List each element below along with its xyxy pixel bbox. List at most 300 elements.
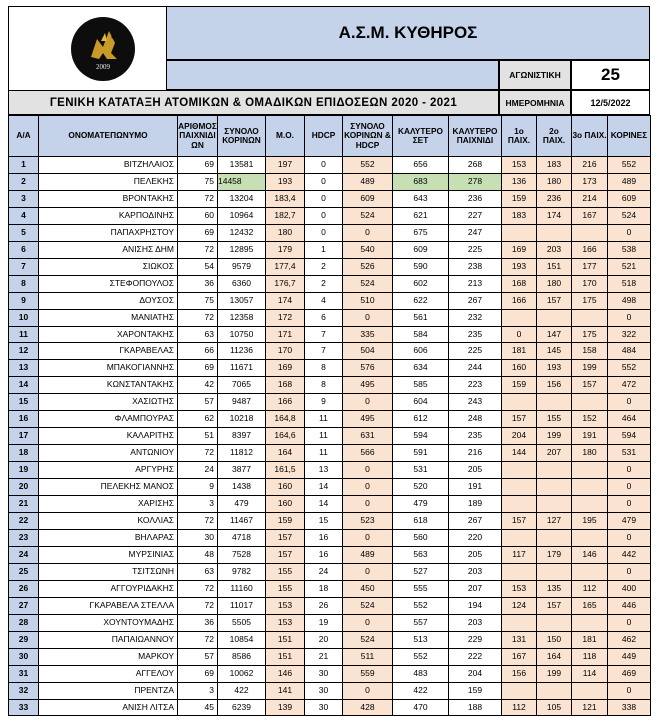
cell-game-2 (537, 224, 572, 241)
cell-best-set: 618 (393, 513, 449, 530)
cell-aa: 9 (9, 292, 39, 309)
table-row (9, 377, 651, 394)
cell-games: 30 (178, 529, 218, 546)
cell-game-2: 199 (537, 665, 572, 682)
cell-name: ΒΙΤΖΗΛΑΙΟΣ (39, 157, 178, 174)
club-title: Α.Σ.Μ. ΚΥΘΗΡΟΣ (166, 6, 650, 60)
cell-total-pins: 10964 (218, 207, 266, 224)
table-row (9, 614, 651, 631)
cell-average: 183,4 (266, 190, 305, 207)
cell-average: 170 (266, 343, 305, 360)
cell-game-1: 167 (502, 648, 537, 665)
table-row (9, 309, 651, 326)
cell-game-3: 158 (572, 343, 608, 360)
table-row (9, 157, 651, 174)
cell-game-1: 166 (502, 292, 537, 309)
cell-total-hdcp: 428 (343, 699, 393, 716)
cell-best-game: 232 (449, 309, 502, 326)
cell-total-hdcp: 524 (343, 597, 393, 614)
cell-game-3: 180 (572, 445, 608, 462)
cell-game-3: 114 (572, 665, 608, 682)
cell-game-1: 159 (502, 377, 537, 394)
cell-games: 75 (178, 173, 218, 190)
cell-games: 3 (178, 682, 218, 699)
cell-pins: 479 (608, 513, 651, 530)
cell-total-hdcp: 495 (343, 377, 393, 394)
table-row (9, 631, 651, 648)
cell-total-hdcp: 0 (343, 394, 393, 411)
cell-hdcp: 13 (305, 462, 343, 479)
cell-average: 176,7 (266, 275, 305, 292)
cell-total-hdcp: 524 (343, 207, 393, 224)
cell-pins: 489 (608, 173, 651, 190)
cell-best-game: 207 (449, 580, 502, 597)
col-header-best-set: ΚΑΛΥΤΕΡΟ ΣΕΤ (393, 116, 449, 157)
cell-game-2: 157 (537, 597, 572, 614)
table-row (9, 428, 651, 445)
cell-game-3: 173 (572, 173, 608, 190)
cell-hdcp: 0 (305, 224, 343, 241)
cell-games: 75 (178, 292, 218, 309)
cell-total-pins: 13581 (218, 157, 266, 174)
cell-games: 3 (178, 496, 218, 513)
cell-total-hdcp: 524 (343, 631, 393, 648)
cell-name: ΑΝΙΣΗ ΛΙΤΣΑ (39, 699, 178, 716)
cell-best-game: 268 (449, 157, 502, 174)
cell-best-set: 470 (393, 699, 449, 716)
cell-game-3: 216 (572, 157, 608, 174)
cell-average: 157 (266, 546, 305, 563)
cell-best-game: 203 (449, 614, 502, 631)
cell-average: 179 (266, 241, 305, 258)
cell-name: ΠΡΕΝΤΖΑ (39, 682, 178, 699)
cell-best-game: 223 (449, 377, 502, 394)
cell-best-set: 675 (393, 224, 449, 241)
cell-hdcp: 1 (305, 241, 343, 258)
col-header-aa: Α/Α (9, 116, 39, 157)
cell-game-3 (572, 309, 608, 326)
cell-hdcp: 20 (305, 631, 343, 648)
cell-aa: 24 (9, 546, 39, 563)
table-row (9, 411, 651, 428)
cell-best-set: 584 (393, 326, 449, 343)
table-row (9, 258, 651, 275)
cell-aa: 12 (9, 343, 39, 360)
cell-best-set: 555 (393, 580, 449, 597)
table-row (9, 326, 651, 343)
cell-best-game: 227 (449, 207, 502, 224)
cell-total-hdcp: 450 (343, 580, 393, 597)
col-header-average: Μ.Ο. (266, 116, 305, 157)
cell-games: 54 (178, 258, 218, 275)
cell-name: ΠΕΛΕΚΗΣ ΜΑΝΟΣ (39, 479, 178, 496)
cell-total-hdcp: 0 (343, 563, 393, 580)
cell-name: ΠΑΠΑΙΩΑΝΝΟΥ (39, 631, 178, 648)
cell-best-set: 590 (393, 258, 449, 275)
table-row (9, 394, 651, 411)
cell-game-3: 167 (572, 207, 608, 224)
cell-games: 48 (178, 546, 218, 563)
cell-game-1: 136 (502, 173, 537, 190)
cell-total-hdcp: 510 (343, 292, 393, 309)
table-row (9, 224, 651, 241)
cell-hdcp: 2 (305, 275, 343, 292)
cell-pins: 400 (608, 580, 651, 597)
cell-games: 57 (178, 394, 218, 411)
cell-game-3 (572, 394, 608, 411)
cell-aa: 30 (9, 648, 39, 665)
cell-name: ΓΚΑΡΑΒΕΛΑ ΣΤΕΛΛΑ (39, 597, 178, 614)
cell-game-1: 157 (502, 411, 537, 428)
cell-hdcp: 6 (305, 309, 343, 326)
cell-hdcp: 8 (305, 360, 343, 377)
cell-pins: 531 (608, 445, 651, 462)
cell-best-game: 278 (449, 173, 502, 190)
cell-total-pins: 4718 (218, 529, 266, 546)
cell-name: ΠΕΛΕΚΗΣ (39, 173, 178, 190)
cell-game-2 (537, 309, 572, 326)
cell-game-1 (502, 563, 537, 580)
cell-game-2: 155 (537, 411, 572, 428)
cell-total-pins: 12895 (218, 241, 266, 258)
cell-total-hdcp: 631 (343, 428, 393, 445)
cell-aa: 28 (9, 614, 39, 631)
cell-games: 66 (178, 343, 218, 360)
table-header (9, 116, 651, 157)
cell-game-3 (572, 529, 608, 546)
club-logo (71, 17, 135, 81)
cell-game-3: 146 (572, 546, 608, 563)
cell-total-pins: 11812 (218, 445, 266, 462)
cell-name: ΜΠΑΚΟΓΙΑΝΝΗΣ (39, 360, 178, 377)
cell-game-1 (502, 614, 537, 631)
cell-game-2: 150 (537, 631, 572, 648)
cell-total-hdcp: 489 (343, 546, 393, 563)
col-header-name: ΟΝΟΜΑΤΕΠΩΝΥΜΟ (39, 116, 178, 157)
cell-total-pins: 7528 (218, 546, 266, 563)
cell-best-game: 238 (449, 258, 502, 275)
table-row (9, 173, 651, 190)
cell-best-game: 235 (449, 326, 502, 343)
cell-average: 177,4 (266, 258, 305, 275)
table-row (9, 563, 651, 580)
table-row (9, 496, 651, 513)
cell-best-set: 609 (393, 241, 449, 258)
cell-best-set: 563 (393, 546, 449, 563)
cell-pins: 609 (608, 190, 651, 207)
cell-average: 172 (266, 309, 305, 326)
col-header-game-3: 3ο ΠΑΙΧ. (572, 116, 608, 157)
cell-hdcp: 0 (305, 207, 343, 224)
cell-game-2: 203 (537, 241, 572, 258)
table-row (9, 445, 651, 462)
cell-total-hdcp: 0 (343, 614, 393, 631)
cell-name: ΧΑΡΟΝΤΑΚΗΣ (39, 326, 178, 343)
cell-average: 197 (266, 157, 305, 174)
cell-games: 69 (178, 665, 218, 682)
cell-pins: 0 (608, 309, 651, 326)
cell-total-pins: 9487 (218, 394, 266, 411)
cell-hdcp: 0 (305, 173, 343, 190)
cell-pins: 521 (608, 258, 651, 275)
cell-best-set: 527 (393, 563, 449, 580)
cell-name: ΒΗΛΑΡΑΣ (39, 529, 178, 546)
agonistiki-label: ΑΓΩΝΙΣΤΙΚΗ (499, 60, 571, 90)
cell-games: 72 (178, 597, 218, 614)
cell-average: 182,7 (266, 207, 305, 224)
cell-best-game: 194 (449, 597, 502, 614)
cell-name: ΜΑΡΚΟΥ (39, 648, 178, 665)
cell-aa: 16 (9, 411, 39, 428)
cell-pins: 552 (608, 360, 651, 377)
cell-total-pins: 9782 (218, 563, 266, 580)
col-header-pins: ΚΟΡΙΝΕΣ (608, 116, 651, 157)
cell-total-hdcp: 0 (343, 309, 393, 326)
cell-name: ΦΛΑΜΠΟΥΡΑΣ (39, 411, 178, 428)
cell-aa: 31 (9, 665, 39, 682)
cell-game-1 (502, 529, 537, 546)
cell-game-2: 157 (537, 292, 572, 309)
cell-game-3: 195 (572, 513, 608, 530)
cell-game-2 (537, 496, 572, 513)
cell-pins: 0 (608, 224, 651, 241)
cell-games: 36 (178, 614, 218, 631)
cell-game-2 (537, 529, 572, 546)
cell-best-set: 520 (393, 479, 449, 496)
cell-pins: 462 (608, 631, 651, 648)
table-row (9, 580, 651, 597)
cell-best-set: 622 (393, 292, 449, 309)
cell-average: 180 (266, 224, 305, 241)
cell-total-pins: 10854 (218, 631, 266, 648)
cell-name: ΓΚΑΡΑΒΕΛΑΣ (39, 343, 178, 360)
cell-best-game: 244 (449, 360, 502, 377)
cell-game-1 (502, 682, 537, 699)
cell-game-1 (502, 462, 537, 479)
cell-aa: 14 (9, 377, 39, 394)
cell-game-1: 160 (502, 360, 537, 377)
cell-game-1: 153 (502, 157, 537, 174)
header-blank-band (166, 60, 499, 90)
cell-average: 153 (266, 597, 305, 614)
cell-hdcp: 15 (305, 513, 343, 530)
cell-name: ΑΓΓΕΛΟΥ (39, 665, 178, 682)
cell-pins: 338 (608, 699, 651, 716)
cell-total-pins: 14458 (218, 173, 266, 190)
cell-games: 72 (178, 241, 218, 258)
cell-best-set: 604 (393, 394, 449, 411)
cell-games: 69 (178, 360, 218, 377)
col-header-game-1: 1ο ΠΑΙΧ. (502, 116, 537, 157)
cell-pins: 538 (608, 241, 651, 258)
table-row (9, 190, 651, 207)
cell-pins: 0 (608, 394, 651, 411)
cell-best-set: 585 (393, 377, 449, 394)
cell-pins: 469 (608, 665, 651, 682)
cell-pins: 0 (608, 496, 651, 513)
cell-aa: 22 (9, 513, 39, 530)
cell-game-1: 169 (502, 241, 537, 258)
cell-games: 72 (178, 513, 218, 530)
cell-game-1: 124 (502, 597, 537, 614)
cell-average: 174 (266, 292, 305, 309)
cell-aa: 21 (9, 496, 39, 513)
cell-total-hdcp: 0 (343, 682, 393, 699)
cell-game-3: 165 (572, 597, 608, 614)
cell-game-2: 147 (537, 326, 572, 343)
cell-hdcp: 7 (305, 343, 343, 360)
cell-pins: 498 (608, 292, 651, 309)
cell-game-3: 166 (572, 241, 608, 258)
cell-name: ΚΑΛΑΡΙΤΗΣ (39, 428, 178, 445)
cell-total-hdcp: 0 (343, 496, 393, 513)
cell-hdcp: 8 (305, 377, 343, 394)
cell-hdcp: 19 (305, 614, 343, 631)
cell-name: ΚΩΝΣΤΑΝΤΑΚΗΣ (39, 377, 178, 394)
cell-game-2: 135 (537, 580, 572, 597)
cell-total-pins: 7065 (218, 377, 266, 394)
cell-pins: 524 (608, 207, 651, 224)
cell-games: 72 (178, 309, 218, 326)
cell-name: ΚΟΛΛΙΑΣ (39, 513, 178, 530)
cell-name: ΧΑΡΙΣΗΣ (39, 496, 178, 513)
cell-aa: 25 (9, 563, 39, 580)
cell-games: 72 (178, 445, 218, 462)
table-row (9, 513, 651, 530)
table-body (9, 157, 651, 716)
cell-pins: 464 (608, 411, 651, 428)
cell-game-3: 214 (572, 190, 608, 207)
cell-best-set: 591 (393, 445, 449, 462)
cell-name: ΑΝΤΩΝΙΟΥ (39, 445, 178, 462)
cell-name: ΣΙΩΚΟΣ (39, 258, 178, 275)
table-row (9, 648, 651, 665)
cell-game-2 (537, 614, 572, 631)
cell-total-hdcp: 489 (343, 173, 393, 190)
table-row (9, 682, 651, 699)
cell-game-2 (537, 563, 572, 580)
cell-game-2: 207 (537, 445, 572, 462)
cell-games: 36 (178, 275, 218, 292)
cell-total-hdcp: 0 (343, 224, 393, 241)
cell-aa: 2 (9, 173, 39, 190)
cell-average: 160 (266, 496, 305, 513)
cell-total-hdcp: 526 (343, 258, 393, 275)
cell-best-game: 236 (449, 190, 502, 207)
cell-game-1: 117 (502, 546, 537, 563)
cell-total-pins: 13204 (218, 190, 266, 207)
cell-best-set: 606 (393, 343, 449, 360)
table-row (9, 241, 651, 258)
cell-pins: 484 (608, 343, 651, 360)
cell-average: 159 (266, 513, 305, 530)
cell-hdcp: 4 (305, 292, 343, 309)
cell-total-hdcp: 559 (343, 665, 393, 682)
cell-pins: 594 (608, 428, 651, 445)
cell-game-3: 175 (572, 326, 608, 343)
col-header-total-hdcp: ΣΥΝΟΛΟ ΚΟΡΙΝΩΝ & HDCP (343, 116, 393, 157)
cell-total-hdcp: 0 (343, 479, 393, 496)
cell-average: 157 (266, 529, 305, 546)
cell-game-2: 174 (537, 207, 572, 224)
cell-hdcp: 9 (305, 394, 343, 411)
cell-best-game: 267 (449, 513, 502, 530)
cell-pins: 322 (608, 326, 651, 343)
cell-game-1: 0 (502, 326, 537, 343)
cell-game-3: 199 (572, 360, 608, 377)
cell-name: ΑΡΓΥΡΗΣ (39, 462, 178, 479)
cell-aa: 4 (9, 207, 39, 224)
table-row (9, 360, 651, 377)
cell-aa: 29 (9, 631, 39, 648)
cell-best-set: 634 (393, 360, 449, 377)
cell-name: ΜΑΝΙΑΤΗΣ (39, 309, 178, 326)
cell-aa: 17 (9, 428, 39, 445)
cell-game-1: 204 (502, 428, 537, 445)
cell-game-1: 157 (502, 513, 537, 530)
cell-total-hdcp: 524 (343, 275, 393, 292)
cell-average: 193 (266, 173, 305, 190)
cell-games: 69 (178, 224, 218, 241)
cell-hdcp: 11 (305, 411, 343, 428)
cell-game-1 (502, 309, 537, 326)
cell-aa: 6 (9, 241, 39, 258)
cell-total-hdcp: 576 (343, 360, 393, 377)
cell-average: 155 (266, 563, 305, 580)
cell-games: 69 (178, 157, 218, 174)
cell-best-game: 213 (449, 275, 502, 292)
cell-hdcp: 18 (305, 580, 343, 597)
cell-hdcp: 0 (305, 190, 343, 207)
cell-game-1: 144 (502, 445, 537, 462)
cell-game-2: 180 (537, 275, 572, 292)
cell-game-1 (502, 496, 537, 513)
cell-game-2: 145 (537, 343, 572, 360)
cell-pins: 0 (608, 563, 651, 580)
cell-game-2 (537, 394, 572, 411)
cell-game-2: 105 (537, 699, 572, 716)
cell-game-2 (537, 682, 572, 699)
cell-average: 164,8 (266, 411, 305, 428)
cell-hdcp: 30 (305, 699, 343, 716)
cell-best-game: 203 (449, 563, 502, 580)
cell-total-pins: 6360 (218, 275, 266, 292)
cell-best-set: 656 (393, 157, 449, 174)
cell-total-pins: 11671 (218, 360, 266, 377)
cell-total-pins: 8586 (218, 648, 266, 665)
cell-game-3: 181 (572, 631, 608, 648)
cell-game-3: 118 (572, 648, 608, 665)
cell-best-set: 560 (393, 529, 449, 546)
cell-aa: 23 (9, 529, 39, 546)
cell-average: 168 (266, 377, 305, 394)
cell-best-game: 204 (449, 665, 502, 682)
cell-hdcp: 14 (305, 479, 343, 496)
cell-total-pins: 13057 (218, 292, 266, 309)
cell-games: 9 (178, 479, 218, 496)
cell-game-3 (572, 682, 608, 699)
agonistiki-value: 25 (571, 60, 650, 90)
cell-total-pins: 12432 (218, 224, 266, 241)
table-row (9, 275, 651, 292)
cell-best-game: 267 (449, 292, 502, 309)
cell-game-2: 199 (537, 428, 572, 445)
cell-pins: 449 (608, 648, 651, 665)
cell-best-set: 483 (393, 665, 449, 682)
cell-game-2: 151 (537, 258, 572, 275)
table-row (9, 292, 651, 309)
cell-game-2: 156 (537, 377, 572, 394)
